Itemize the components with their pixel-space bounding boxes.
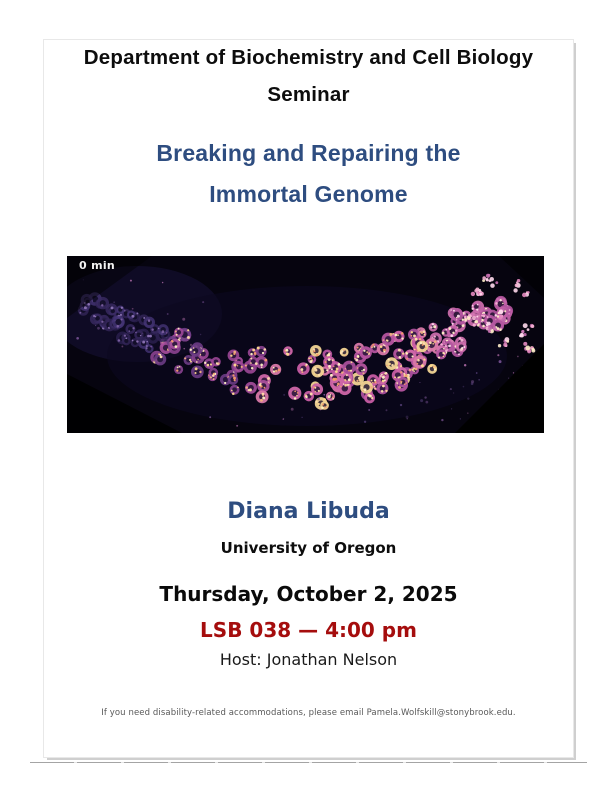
- event-date: Thursday, October 2, 2025: [159, 582, 458, 606]
- department-title-line1: Department of Biochemistry and Cell Biology: [83, 46, 534, 69]
- talk-title-line2: Immortal Genome: [209, 181, 408, 207]
- accommodation-note: If you need disability-related accommodations, please email Pamela.Wolfskill@stonybrook.edu.: [101, 708, 516, 718]
- germline-fluorescence-micrograph: [67, 256, 544, 433]
- event-host: Host: Jonathan Nelson: [219, 650, 398, 669]
- talk-title-line1: Breaking and Repairing the: [156, 140, 461, 166]
- speaker-name: Diana Libuda: [227, 499, 390, 524]
- timestamp-label: 0 min: [79, 259, 116, 272]
- department-title-line2: Seminar: [267, 83, 350, 106]
- micrograph-image: [67, 256, 544, 433]
- flyer-page: [43, 39, 574, 758]
- speaker-affiliation: University of Oregon: [220, 539, 397, 557]
- page-break-separator: [30, 762, 587, 763]
- event-location-time: LSB 038 — 4:00 pm: [200, 618, 417, 642]
